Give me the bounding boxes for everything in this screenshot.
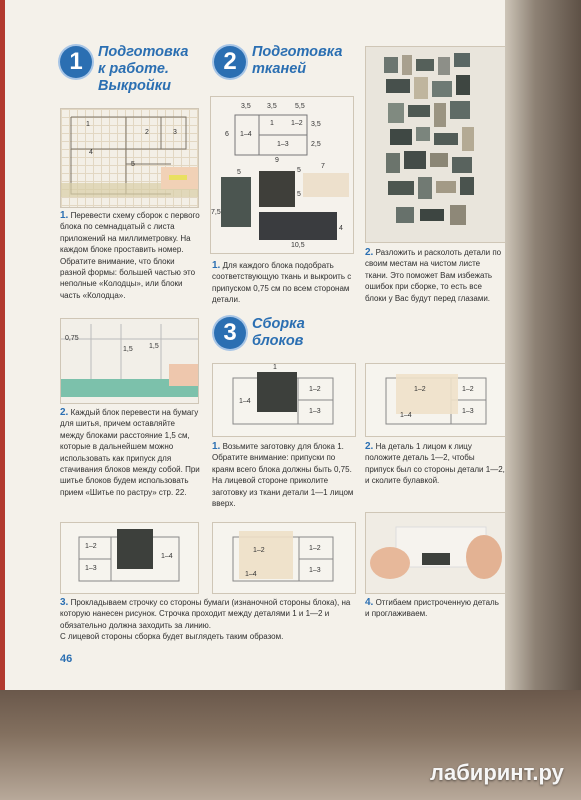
caption-1 (60, 210, 200, 301)
caption-7 (60, 597, 355, 643)
block-2-label-14: 1–4 (400, 412, 412, 419)
block-lines-1 (213, 364, 355, 436)
front-label-14: 1–4 (245, 571, 257, 578)
caption-6-text: На деталь 1 лицом к лицу положите деталь 1—2, чтобы припуск был со стороны детали 1—2, и сколите булавкой. (365, 442, 505, 486)
pattern-label-3: 3 (173, 129, 177, 136)
caption-6 (365, 441, 505, 487)
page-edge-stripe (0, 0, 5, 690)
fabric-dim-10: 2,5 (311, 141, 321, 148)
photo-reverse-side (60, 522, 199, 594)
caption-4 (212, 441, 355, 509)
section-3-badge: 3 (214, 317, 246, 349)
photo-block-assembly-2 (365, 363, 507, 437)
photo-front-side (212, 522, 356, 594)
section-3-title-line2: блоков (252, 333, 304, 349)
caption-8-text: Отгибаем пристроченную деталь и проглаживаем. (365, 598, 499, 619)
pattern-lines (61, 109, 198, 207)
block-1-label-14: 1–4 (239, 398, 251, 405)
fabric-dim-14: 7 (321, 163, 325, 170)
fabric-dim-8: 3,5 (311, 121, 321, 128)
pattern-label-4: 4 (89, 149, 93, 156)
section-1-title (98, 44, 188, 95)
section-1-badge: 1 (60, 46, 92, 78)
reverse-lines (61, 523, 198, 593)
caption-3-text: Для каждого блока подобрать соответствующую ткань и выкроить с припуском 0,75 см по всем сторонам детали. (212, 261, 352, 305)
fabric-dim-1: 3,5 (241, 103, 251, 110)
caption-5-number: 2. (365, 247, 374, 258)
front-lines (213, 523, 355, 593)
fabric-dim-6: 1 (270, 120, 274, 127)
fabric-diagram (211, 97, 353, 253)
pattern-label-5: 5 (131, 161, 135, 168)
caption-5-text: Разложить и расколоть детали по своим местам на чистом листе ткани. Это поможет Вам избежать ошибок при сборке, то есть все блоки у Вас будут перед глазами. (365, 248, 502, 303)
caption-1-number: 1. (60, 210, 69, 221)
front-label-12: 1–2 (253, 547, 265, 554)
fabric-scatter (366, 47, 506, 242)
caption-3 (212, 260, 355, 306)
watermark-logo: лабиринт.ру (430, 760, 564, 785)
fabric-dim-11: 9 (275, 157, 279, 164)
reverse-label-12: 1–2 (85, 543, 97, 550)
pattern-label-2: 2 (145, 129, 149, 136)
caption-6-number: 2. (365, 441, 374, 452)
block-lines-2 (366, 364, 506, 436)
block-2-label-12: 1–2 (414, 386, 426, 393)
caption-5 (365, 247, 505, 304)
caption-8-number: 4. (365, 597, 374, 608)
caption-3-number: 1. (212, 260, 221, 271)
caption-4-text: Возьмите заготовку для блока 1. Обратите внимание: припуски по краям всего блока должны быть 0,75. На лицевой стороне приколите заготовку из ткани детали 1—1 лицом вверх. (212, 442, 354, 509)
fabric-dim-15: 5 (297, 191, 301, 198)
fabric-dim-12: 5 (237, 169, 241, 176)
caption-7-number: 3. (60, 597, 69, 608)
photo-fabric-pieces (210, 96, 354, 254)
section-2-title-line2: тканей (252, 61, 307, 77)
section-3-title (252, 316, 305, 350)
ruler-label-15a: 1,5 (123, 346, 133, 353)
pattern-label-1: 1 (86, 121, 90, 128)
photo-pattern-graph-paper (60, 108, 199, 208)
ruler-label-075: 0,75 (65, 335, 79, 342)
caption-2-text: Каждый блок перевести на бумагу для шитья, причем оставляйте между блоками расстояние 1,5 см, которые в дальнейшем можно использовать как припуск для стачивания блоков между собой. При шитье блоков будем использовать прием «Шитье по растру» стр. 22. (60, 408, 200, 497)
section-1-title-line3: Выкройки (98, 78, 171, 94)
photo-ruler-on-paper (60, 318, 199, 404)
caption-7-text: Прокладываем строчку со стороны бумаги (изнаночной стороны блока), на которую нанесен рисунок. Строчка проходит между деталями 1 и 1—2 и обязательно должна заходить за линию. (60, 598, 351, 630)
fabric-dim-18: 10,5 (291, 242, 305, 249)
photo-block-assembly-1 (212, 363, 356, 437)
fabric-dim-3: 5,5 (295, 103, 305, 110)
block-1-label-1: 1 (273, 364, 277, 371)
reverse-label-13: 1–3 (85, 565, 97, 572)
block-1-label-12: 1–2 (309, 386, 321, 393)
fabric-dim-5: 1–4 (240, 131, 252, 138)
fabric-dim-4: 6 (225, 131, 229, 138)
caption-8 (365, 597, 505, 620)
caption-2 (60, 407, 200, 498)
ruler-lines (61, 319, 198, 403)
block-2-label-13: 1–3 (462, 408, 474, 415)
fabric-dim-16: 7,5 (211, 209, 221, 216)
ruler-label-15b: 1,5 (149, 343, 159, 350)
fabric-dim-17: 4 (339, 225, 343, 232)
pressing-shapes (366, 513, 506, 593)
section-1-title-line2: к работе. (98, 61, 169, 77)
caption-1-text: Перевести схему сборок с первого блока по семнадцатый с листа приложений на миллиметровку. На каждом блоке проставить номер. Обратите внимание, что блоки разной формы: большей частью это неполные «Колодцы», или блоки часть «Колодца». (60, 211, 200, 300)
section-2-title (252, 44, 342, 78)
page-number: 46 (60, 653, 73, 665)
reverse-label-14: 1–4 (161, 553, 173, 560)
fabric-dim-9: 1–3 (277, 141, 289, 148)
fabric-dim-13: 5 (297, 167, 301, 174)
section-2-badge: 2 (214, 46, 246, 78)
block-1-label-13: 1–3 (309, 408, 321, 415)
section-1-title-line1: Подготовка (98, 44, 189, 60)
block-2-label-12b: 1–2 (462, 386, 474, 393)
photo-fabric-layout (365, 46, 507, 243)
caption-7-second: С лицевой стороны сборка будет выглядеть таким образом. (60, 632, 284, 642)
caption-4-number: 1. (212, 441, 221, 452)
fabric-dim-2: 3,5 (267, 103, 277, 110)
section-2-title-line1: Подготовка (252, 44, 343, 60)
book-spine-shadow (505, 0, 581, 690)
front-label-12b: 1–2 (309, 545, 321, 552)
front-label-13: 1–3 (309, 567, 321, 574)
photo-pressing-hands (365, 512, 507, 594)
section-3-title-line1: Сборка (252, 316, 305, 332)
fabric-dim-7: 1–2 (291, 120, 303, 127)
caption-2-number: 2. (60, 407, 69, 418)
